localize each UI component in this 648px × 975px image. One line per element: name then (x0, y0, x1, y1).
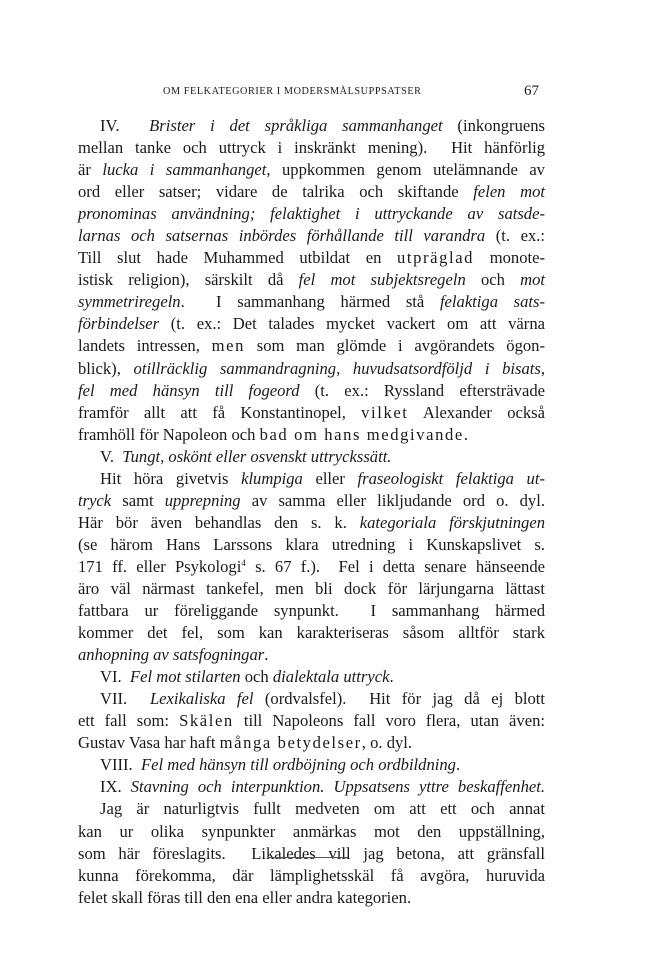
text-line (78, 865, 545, 887)
text-line (78, 446, 545, 468)
text-run: istisk religion), särskilt då (78, 270, 299, 290)
italic-term: fel mot subjektsregeln (298, 270, 466, 290)
text-run: som här föreslagits. Likaledes vill jag betona, att gränsfall (78, 843, 545, 863)
text-run: och (465, 270, 521, 290)
text-run: Skälen (179, 711, 234, 731)
text-run: utpräglad (397, 248, 475, 268)
text-line (78, 335, 545, 357)
text-line (78, 402, 545, 424)
italic-term: felaktiga sats- (439, 292, 545, 312)
text-run: Hit höra givetvis (100, 468, 242, 488)
text-run: (t. ex.: Det talades mycket vackert om att värna (159, 314, 545, 334)
italic-term: Stavning och interpunktion. Uppsatsens yttre beskaffenhet. (130, 777, 545, 797)
text-run: . (389, 667, 394, 687)
text-line (78, 269, 545, 291)
text-line (78, 644, 545, 666)
text-run: till Napoleons fall voro flera, utan även: (233, 711, 545, 731)
italic-term: larnas och satsernas inbördes förhållande till varandra (78, 226, 486, 246)
text-run: som man glömde i avgörandets ögon- (245, 336, 545, 356)
text-run: s. 67 f.). Fel i detta senare hänseende (245, 556, 545, 576)
text-line (78, 291, 545, 313)
text-run: Här bör även behandlas den s. k. (78, 512, 360, 532)
text-run: kommer det fel, som kan karakteriseras såsom alltför stark (78, 623, 545, 643)
italic-term: fraseologiskt felaktiga ut- (357, 468, 545, 488)
text-line (78, 843, 545, 865)
text-line (78, 424, 545, 446)
text-run: , o. dyl. (361, 733, 413, 753)
italic-term: förbindelser (78, 314, 160, 334)
text-run: VII. (100, 689, 150, 709)
text-run: blick), (78, 358, 134, 378)
text-run: (ordvalsfel). Hit för jag då ej blott (253, 689, 545, 709)
text-line (78, 622, 545, 644)
text-run: V. (100, 446, 123, 466)
text-line (78, 137, 545, 159)
italic-term: felen mot (473, 182, 545, 202)
text-line (78, 380, 545, 402)
text-run: Gustav Vasa har haft (78, 733, 220, 753)
text-line (78, 666, 545, 688)
text-run: men (211, 336, 246, 356)
footnote-superscript: 4 (241, 557, 246, 568)
text-run: , uppkommen genom utelämnande av (266, 160, 545, 180)
text-run: av samma eller likljudande ord o. dyl. (240, 490, 545, 510)
text-run: eller (302, 468, 358, 488)
text-run: är (78, 160, 103, 180)
text-run: framför allt att få Konstantinopel, (78, 402, 362, 422)
italic-term: dialektala uttryck (272, 667, 390, 687)
text-run: många betydelser (219, 733, 362, 753)
text-run: bad om hans medgivande (259, 424, 464, 444)
page-number: 67 (524, 83, 539, 99)
text-line (78, 556, 545, 578)
text-line (78, 313, 545, 335)
italic-term: kategoriala förskjutningen (359, 512, 545, 532)
italic-term: lucka i sammanhanget (102, 160, 267, 180)
text-line (78, 203, 545, 225)
italic-term: symmetriregeln (78, 292, 181, 312)
text-run: Jag är naturligtvis fullt medveten om att ett och annat (100, 799, 545, 819)
italic-term: fel med hänsyn till fogeord (78, 380, 300, 400)
italic-term: otillräcklig sammandragning, huvudsatsordföljd i bisats, (133, 358, 545, 378)
italic-term: klumpiga (241, 468, 303, 488)
text-run: Till slut hade Muhammed utbildat en (78, 248, 397, 268)
body-text (78, 115, 545, 909)
text-line (78, 754, 545, 776)
text-run: Alexander också (408, 402, 545, 422)
text-run: vilket (361, 402, 409, 422)
end-rule (268, 857, 348, 858)
text-run: VI. (100, 667, 130, 687)
text-run: (inkongruens (442, 116, 545, 135)
text-run: IX. (100, 777, 131, 797)
text-run: ett fall som: (78, 711, 180, 731)
text-line (78, 468, 545, 490)
running-head (78, 83, 545, 102)
italic-term: Lexikaliska fel (149, 689, 254, 709)
text-run: kunna förekomma, där lämplighetsskäl få avgöra, huruvida (78, 865, 545, 885)
text-run: kan ur olika synpunkter anmärkas mot den uppställning, (78, 821, 545, 841)
text-line (78, 512, 545, 534)
text-line (78, 732, 545, 754)
text-run: (t. ex.: Ryssland eftersträvade (299, 380, 545, 400)
text-line (78, 247, 545, 269)
text-line (78, 181, 545, 203)
text-line (78, 159, 545, 181)
text-line (78, 358, 545, 380)
text-run: äro väl närmast tankefel, men bli dock för lärjungarna lättast (78, 578, 545, 598)
text-line (78, 600, 545, 622)
text-line (78, 115, 545, 137)
text-run: (se härom Hans Larssons klara utredning i Kunskapslivet s. (78, 534, 545, 554)
text-run: . (264, 645, 269, 665)
text-line (78, 225, 545, 247)
text-line (78, 534, 545, 556)
italic-term: upprepning (164, 490, 241, 510)
text-line (78, 821, 545, 843)
text-line (78, 776, 545, 798)
text-line (78, 710, 545, 732)
running-title: OM FELKATEGORIER I MODERSMÅLSUPPSATSER (163, 86, 422, 97)
text-run: . I sammanhang härmed stå (180, 292, 440, 312)
text-run: (t. ex.: (485, 226, 545, 246)
italic-term: tryck (78, 490, 112, 510)
italic-term: mot (520, 270, 545, 290)
text-run: ord eller satser; vidare de talrika och skiftande (78, 182, 474, 202)
italic-term: Fel med hänsyn till ordböjning och ordbildning (141, 755, 456, 775)
italic-term: Tungt, oskönt eller osvenskt uttryckssätt. (122, 446, 392, 466)
text-run: . (455, 755, 461, 775)
text-run: mellan tanke och uttryck i inskränkt mening). Hit hänförlig (78, 138, 545, 158)
text-line (78, 798, 545, 820)
italic-term: Fel mot stilarten (129, 667, 241, 687)
italic-term: Brister i det språkliga sammanhanget (149, 116, 443, 135)
italic-term: anhopning av satsfogningar (78, 645, 265, 665)
text-run: 171 ff. eller Psykologi (78, 556, 242, 576)
text-run: framhöll för Napoleon och (78, 424, 260, 444)
text-run: och (240, 667, 273, 687)
text-run: VIII. (100, 755, 142, 775)
text-line (78, 887, 545, 909)
text-run: fattbara ur föreliggande synpunkt. I sammanhang härmed (78, 601, 545, 621)
text-run: IV. (100, 116, 150, 135)
text-run: samt (111, 490, 165, 510)
text-line (78, 490, 545, 512)
text-run: monote- (474, 248, 546, 268)
italic-term: pronominas användning; felaktighet i uttryckande av satsde- (78, 204, 545, 224)
text-run: landets intressen, (78, 336, 212, 356)
text-run: . (463, 424, 469, 444)
text-line (78, 688, 545, 710)
text-line (78, 578, 545, 600)
text-run: felet skall föras till den ena eller andra kategorien. (78, 887, 412, 907)
